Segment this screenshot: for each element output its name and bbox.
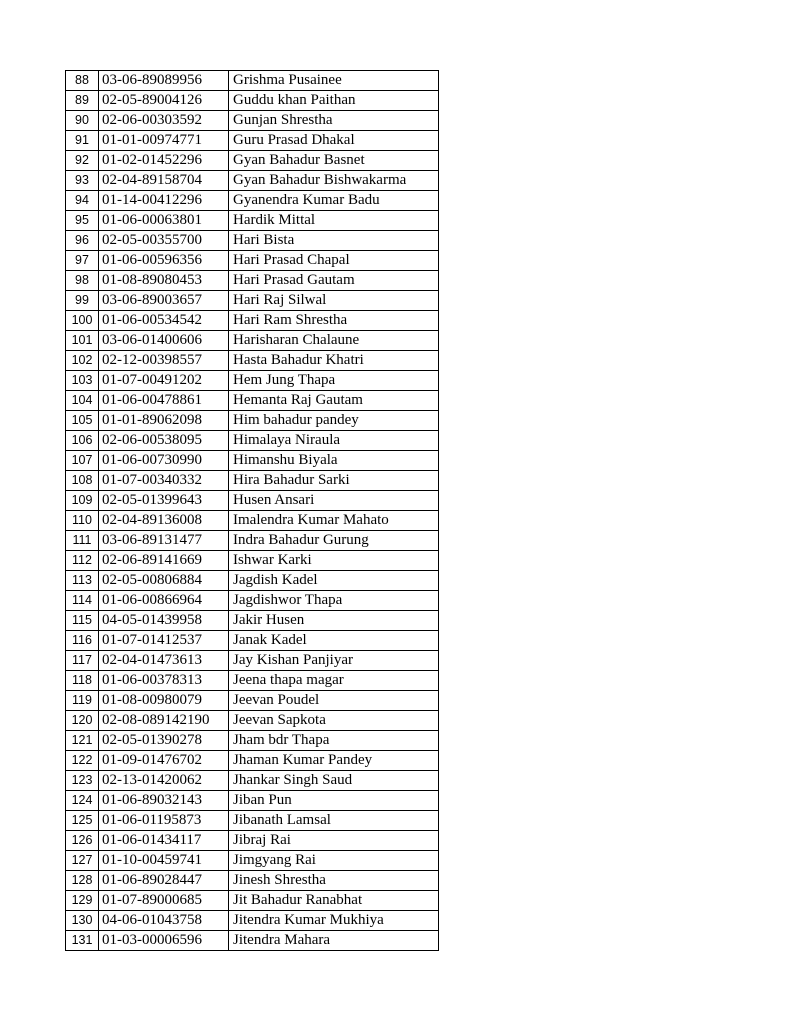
name-cell: Jakir Husen — [229, 611, 439, 631]
serial-number-cell: 119 — [66, 691, 99, 711]
serial-number-cell: 120 — [66, 711, 99, 731]
table-row — [66, 791, 439, 811]
registration-id-cell: 02-05-00355700 — [99, 231, 229, 251]
table-row — [66, 491, 439, 511]
registration-id-cell: 02-05-00806884 — [99, 571, 229, 591]
serial-number-cell: 105 — [66, 411, 99, 431]
table-row — [66, 251, 439, 271]
serial-number-cell: 97 — [66, 251, 99, 271]
registration-id-cell: 01-06-89032143 — [99, 791, 229, 811]
table-row — [66, 731, 439, 751]
serial-number-cell: 130 — [66, 911, 99, 931]
serial-number-cell: 92 — [66, 151, 99, 171]
serial-number-cell: 99 — [66, 291, 99, 311]
table-row — [66, 471, 439, 491]
registration-id-cell: 03-06-01400606 — [99, 331, 229, 351]
serial-number-cell: 116 — [66, 631, 99, 651]
name-cell: Gyan Bahadur Bishwakarma — [229, 171, 439, 191]
table-row — [66, 451, 439, 471]
table-row — [66, 591, 439, 611]
name-cell: Harisharan Chalaune — [229, 331, 439, 351]
name-cell: Him bahadur pandey — [229, 411, 439, 431]
table-row — [66, 511, 439, 531]
name-cell: Hasta Bahadur Khatri — [229, 351, 439, 371]
serial-number-cell: 96 — [66, 231, 99, 251]
name-cell: Gunjan Shrestha — [229, 111, 439, 131]
registration-id-cell: 02-08-089142190 — [99, 711, 229, 731]
name-cell: Janak Kadel — [229, 631, 439, 651]
name-cell: Indra Bahadur Gurung — [229, 531, 439, 551]
registration-id-cell: 01-03-00006596 — [99, 931, 229, 951]
name-cell: Grishma Pusainee — [229, 71, 439, 91]
name-cell: Jitendra Kumar Mukhiya — [229, 911, 439, 931]
table-row — [66, 551, 439, 571]
registration-id-cell: 02-06-00303592 — [99, 111, 229, 131]
name-cell: Himalaya Niraula — [229, 431, 439, 451]
registration-id-cell: 02-05-01399643 — [99, 491, 229, 511]
name-cell: Jhankar Singh Saud — [229, 771, 439, 791]
name-cell: Jitendra Mahara — [229, 931, 439, 951]
name-cell: Jhaman Kumar Pandey — [229, 751, 439, 771]
registration-id-cell: 01-06-01195873 — [99, 811, 229, 831]
registration-id-cell: 01-08-00980079 — [99, 691, 229, 711]
name-cell: Hira Bahadur Sarki — [229, 471, 439, 491]
serial-number-cell: 106 — [66, 431, 99, 451]
table-row — [66, 191, 439, 211]
table-row — [66, 891, 439, 911]
registration-id-cell: 03-06-89003657 — [99, 291, 229, 311]
registration-id-cell: 01-06-01434117 — [99, 831, 229, 851]
name-cell: Hari Bista — [229, 231, 439, 251]
table-row — [66, 91, 439, 111]
serial-number-cell: 93 — [66, 171, 99, 191]
serial-number-cell: 114 — [66, 591, 99, 611]
registration-id-cell: 01-08-89080453 — [99, 271, 229, 291]
serial-number-cell: 91 — [66, 131, 99, 151]
serial-number-cell: 129 — [66, 891, 99, 911]
name-cell: Gyanendra Kumar Badu — [229, 191, 439, 211]
name-cell: Jeevan Poudel — [229, 691, 439, 711]
registration-id-cell: 01-06-89028447 — [99, 871, 229, 891]
table-row — [66, 831, 439, 851]
registration-id-cell: 02-13-01420062 — [99, 771, 229, 791]
serial-number-cell: 110 — [66, 511, 99, 531]
name-cell: Jay Kishan Panjiyar — [229, 651, 439, 671]
roster-table — [65, 70, 439, 951]
table-row — [66, 331, 439, 351]
name-cell: Jeena thapa magar — [229, 671, 439, 691]
registration-id-cell: 01-14-00412296 — [99, 191, 229, 211]
registration-id-cell: 01-01-00974771 — [99, 131, 229, 151]
table-row — [66, 811, 439, 831]
registration-id-cell: 02-05-89004126 — [99, 91, 229, 111]
serial-number-cell: 94 — [66, 191, 99, 211]
registration-id-cell: 03-06-89131477 — [99, 531, 229, 551]
table-row — [66, 851, 439, 871]
serial-number-cell: 103 — [66, 371, 99, 391]
registration-id-cell: 01-06-00596356 — [99, 251, 229, 271]
serial-number-cell: 95 — [66, 211, 99, 231]
registration-id-cell: 01-07-00340332 — [99, 471, 229, 491]
table-row — [66, 291, 439, 311]
serial-number-cell: 118 — [66, 671, 99, 691]
name-cell: Jham bdr Thapa — [229, 731, 439, 751]
registration-id-cell: 04-06-01043758 — [99, 911, 229, 931]
registration-id-cell: 02-05-01390278 — [99, 731, 229, 751]
name-cell: Gyan Bahadur Basnet — [229, 151, 439, 171]
name-cell: Jagdish Kadel — [229, 571, 439, 591]
registration-id-cell: 01-07-01412537 — [99, 631, 229, 651]
name-cell: Jit Bahadur Ranabhat — [229, 891, 439, 911]
table-row — [66, 311, 439, 331]
roster-body — [66, 71, 439, 951]
registration-id-cell: 02-04-01473613 — [99, 651, 229, 671]
name-cell: Hari Ram Shrestha — [229, 311, 439, 331]
table-row — [66, 391, 439, 411]
registration-id-cell: 01-06-00378313 — [99, 671, 229, 691]
name-cell: Hem Jung Thapa — [229, 371, 439, 391]
table-row — [66, 671, 439, 691]
registration-id-cell: 02-06-89141669 — [99, 551, 229, 571]
table-row — [66, 111, 439, 131]
registration-id-cell: 03-06-89089956 — [99, 71, 229, 91]
table-row — [66, 171, 439, 191]
serial-number-cell: 100 — [66, 311, 99, 331]
name-cell: Hari Prasad Gautam — [229, 271, 439, 291]
table-row — [66, 911, 439, 931]
table-row — [66, 211, 439, 231]
table-row — [66, 931, 439, 951]
serial-number-cell: 108 — [66, 471, 99, 491]
name-cell: Jiban Pun — [229, 791, 439, 811]
table-row — [66, 651, 439, 671]
serial-number-cell: 115 — [66, 611, 99, 631]
serial-number-cell: 131 — [66, 931, 99, 951]
table-row — [66, 531, 439, 551]
name-cell: Guddu khan Paithan — [229, 91, 439, 111]
registration-id-cell: 01-06-00534542 — [99, 311, 229, 331]
name-cell: Hari Raj Silwal — [229, 291, 439, 311]
registration-id-cell: 01-10-00459741 — [99, 851, 229, 871]
serial-number-cell: 112 — [66, 551, 99, 571]
registration-id-cell: 01-07-89000685 — [99, 891, 229, 911]
table-row — [66, 231, 439, 251]
registration-id-cell: 01-02-01452296 — [99, 151, 229, 171]
serial-number-cell: 90 — [66, 111, 99, 131]
table-row — [66, 431, 439, 451]
serial-number-cell: 89 — [66, 91, 99, 111]
table-row — [66, 131, 439, 151]
registration-id-cell: 01-06-00063801 — [99, 211, 229, 231]
name-cell: Jimgyang Rai — [229, 851, 439, 871]
name-cell: Guru Prasad Dhakal — [229, 131, 439, 151]
name-cell: Jagdishwor Thapa — [229, 591, 439, 611]
registration-id-cell: 02-06-00538095 — [99, 431, 229, 451]
registration-id-cell: 01-07-00491202 — [99, 371, 229, 391]
table-row — [66, 271, 439, 291]
table-row — [66, 711, 439, 731]
serial-number-cell: 98 — [66, 271, 99, 291]
table-row — [66, 571, 439, 591]
serial-number-cell: 88 — [66, 71, 99, 91]
serial-number-cell: 128 — [66, 871, 99, 891]
table-row — [66, 71, 439, 91]
name-cell: Ishwar Karki — [229, 551, 439, 571]
registration-id-cell: 02-04-89136008 — [99, 511, 229, 531]
table-row — [66, 411, 439, 431]
registration-id-cell: 01-09-01476702 — [99, 751, 229, 771]
name-cell: Jinesh Shrestha — [229, 871, 439, 891]
serial-number-cell: 104 — [66, 391, 99, 411]
table-row — [66, 371, 439, 391]
serial-number-cell: 126 — [66, 831, 99, 851]
serial-number-cell: 124 — [66, 791, 99, 811]
table-row — [66, 751, 439, 771]
registration-id-cell: 02-04-89158704 — [99, 171, 229, 191]
name-cell: Jeevan Sapkota — [229, 711, 439, 731]
serial-number-cell: 107 — [66, 451, 99, 471]
table-row — [66, 771, 439, 791]
table-row — [66, 631, 439, 651]
name-cell: Hemanta Raj Gautam — [229, 391, 439, 411]
name-cell: Jibanath Lamsal — [229, 811, 439, 831]
serial-number-cell: 109 — [66, 491, 99, 511]
table-row — [66, 691, 439, 711]
serial-number-cell: 102 — [66, 351, 99, 371]
serial-number-cell: 111 — [66, 531, 99, 551]
serial-number-cell: 123 — [66, 771, 99, 791]
registration-id-cell: 04-05-01439958 — [99, 611, 229, 631]
table-row — [66, 151, 439, 171]
serial-number-cell: 125 — [66, 811, 99, 831]
registration-id-cell: 01-06-00478861 — [99, 391, 229, 411]
serial-number-cell: 122 — [66, 751, 99, 771]
serial-number-cell: 113 — [66, 571, 99, 591]
name-cell: Hari Prasad Chapal — [229, 251, 439, 271]
table-row — [66, 871, 439, 891]
registration-id-cell: 01-06-00730990 — [99, 451, 229, 471]
registration-id-cell: 01-01-89062098 — [99, 411, 229, 431]
name-cell: Jibraj Rai — [229, 831, 439, 851]
registration-id-cell: 02-12-00398557 — [99, 351, 229, 371]
name-cell: Hardik Mittal — [229, 211, 439, 231]
name-cell: Husen Ansari — [229, 491, 439, 511]
name-cell: Imalendra Kumar Mahato — [229, 511, 439, 531]
serial-number-cell: 117 — [66, 651, 99, 671]
serial-number-cell: 127 — [66, 851, 99, 871]
name-cell: Himanshu Biyala — [229, 451, 439, 471]
table-row — [66, 611, 439, 631]
registration-id-cell: 01-06-00866964 — [99, 591, 229, 611]
serial-number-cell: 121 — [66, 731, 99, 751]
table-row — [66, 351, 439, 371]
serial-number-cell: 101 — [66, 331, 99, 351]
